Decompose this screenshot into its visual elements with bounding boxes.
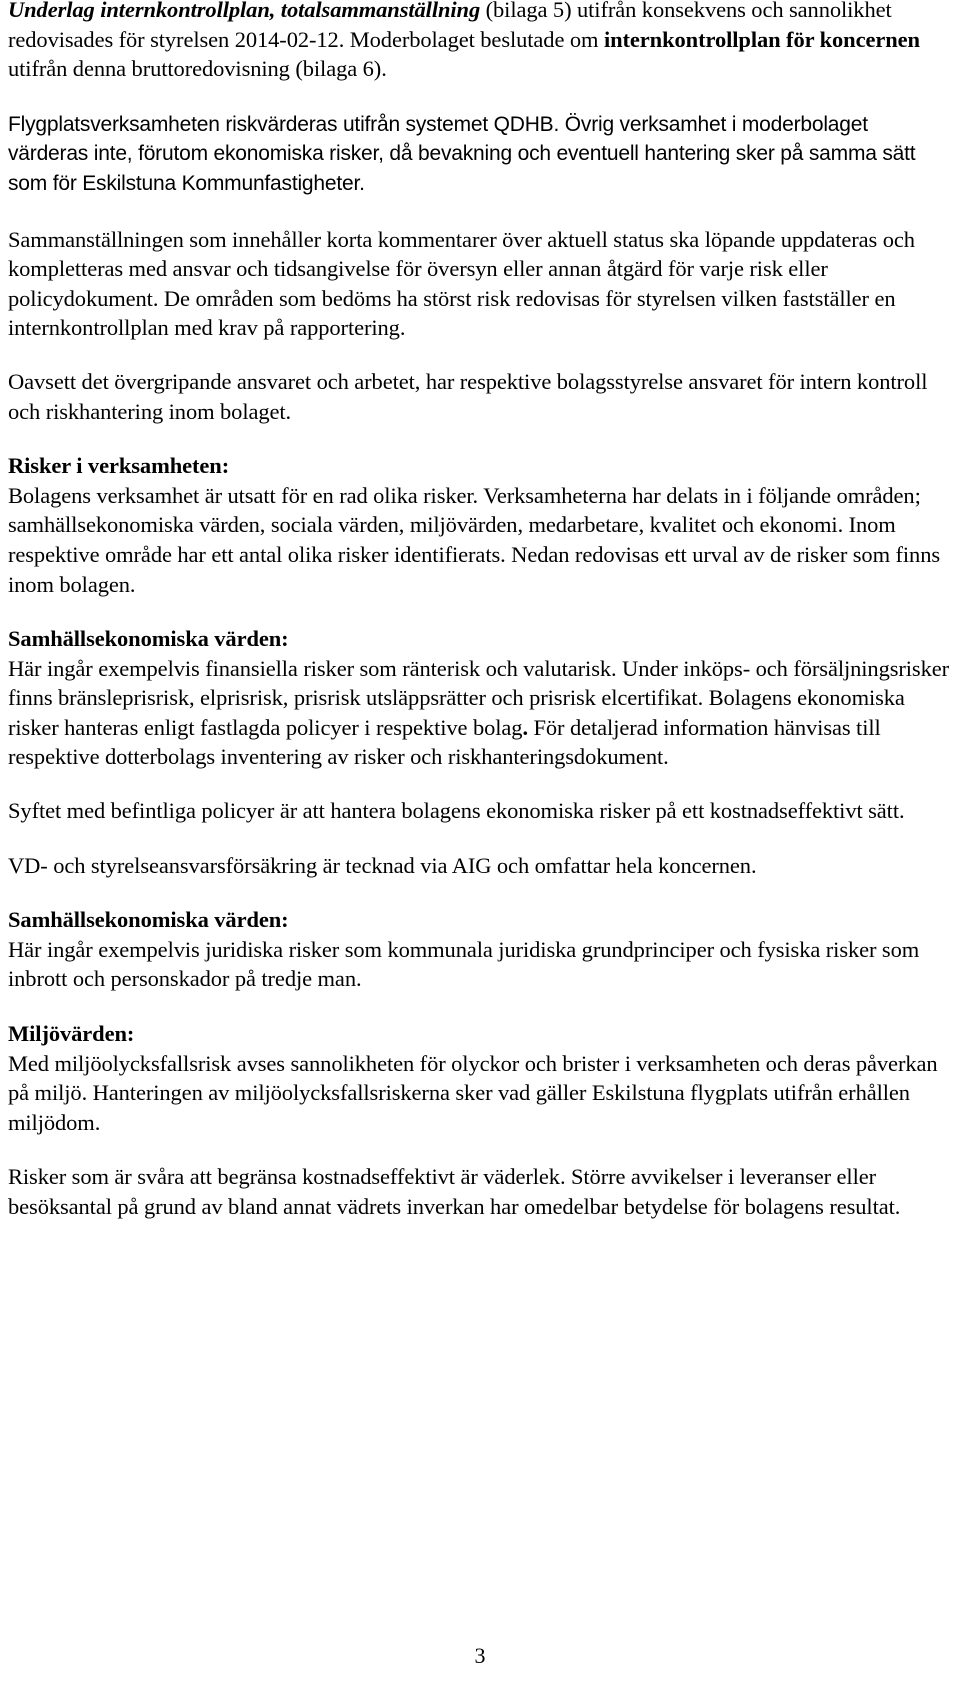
heading-miljovarden: Miljövärden: bbox=[8, 1021, 135, 1047]
text-segment: Här ingår exempelvis finansiella risker som ränterisk och valutarisk. Under inköps- och försäljningsrisker finns bränsleprisrisk, elprisrisk, prisrisk utsläppsrätter och prisrisk elcertifikat. Bolagens ekonomiska risker hanteras enligt fastlagda policyer i respektive bolag bbox=[8, 655, 950, 740]
page-number: 3 bbox=[474, 1643, 486, 1668]
paragraph-syftet: Syftet med befintliga policyer är att hantera bolagens ekonomiska risker på ett kostnadseffektivt sätt. bbox=[8, 798, 905, 824]
paragraph-internkontrollplan bbox=[8, 0, 952, 84]
paragraph-finansiella-risker bbox=[8, 654, 952, 772]
emphasis-internkontrollplan: internkontrollplan för koncernen bbox=[603, 26, 920, 52]
heading-samhallsekonomiska-varden-2: Samhällsekonomiska värden: bbox=[8, 907, 289, 933]
text-segment: . bbox=[522, 714, 528, 740]
text-segment: För detaljerad information hänvisas till respektive dotterbolags inventering av risker och riskhanteringsdokument. bbox=[8, 714, 881, 770]
paragraph-bolagens-verksamhet: Bolagens verksamhet är utsatt för en rad olika risker. Verksamheterna har delats in i följande områden; samhällsekonomiska värden, sociala värden, miljövärden, medarbetare, kvalitet och ekonomi. Inom respektive område har ett antal olika risker identifierats. Nedan redovisas ett urval av de risker som finns inom bolagen. bbox=[8, 482, 941, 597]
paragraph-flygplats: Flygplatsverksamheten riskvärderas utifrån systemet QDHB. Övrig verksamhet i moderbolaget värderas inte, förutom ekonomiska risker, då bevakning och eventuell hantering sker på samma sätt som för Eskilstuna Kommunfastigheter. bbox=[8, 112, 916, 195]
paragraph-vd-forsakring: VD- och styrelseansvarsförsäkring är tecknad via AIG och omfattar hela koncernen. bbox=[8, 852, 757, 878]
text-segment: (bilaga 5) utifrån konsekvens och sannolikhet redovisades för styrelsen 2014-02-12. Moderbolaget beslutade om bbox=[8, 0, 892, 52]
paragraph-juridiska-risker: Här ingår exempelvis juridiska risker som kommunala juridiska grundprinciper och fysiska risker som inbrott och personskador på tredje man. bbox=[8, 936, 920, 992]
paragraph-sammanstallning: Sammanställningen som innehåller korta kommentarer över aktuell status ska löpande uppdateras och kompletteras med ansvar och tidsangivelse för översyn eller annan åtgärd för varje risk eller policydokument. De områden som bedöms ha störst risk redovisas för styrelsen vilken fastställer en internkontrollplan med krav på rapportering. bbox=[8, 226, 915, 341]
document-body bbox=[8, 0, 952, 1222]
heading-samhallsekonomiska-varden: Samhällsekonomiska värden: bbox=[8, 626, 289, 652]
paragraph-miljoolycksfallsrisk: Med miljöolycksfallsrisk avses sannolikheten för olyckor och brister i verksamheten och deras påverkan på miljö. Hanteringen av miljöolycksfallsriskerna sker vad gäller Eskilstuna flygplats utifrån erhållen miljödom. bbox=[8, 1050, 938, 1135]
emphasis-underlag: Underlag internkontrollplan, totalsammanställning bbox=[8, 0, 481, 22]
paragraph-vaderlek: Risker som är svåra att begränsa kostnadseffektivt är väderlek. Större avvikelser i leveranser eller besöksantal på grund av bland annat vädrets inverkan har omedelbar betydelse för bolagens resultat. bbox=[8, 1164, 901, 1219]
text-segment: utifrån denna bruttoredovisning (bilaga 6). bbox=[8, 56, 387, 82]
paragraph-oavsett: Oavsett det övergripande ansvaret och arbetet, har respektive bolagsstyrelse ansvaret för intern kontroll och riskhantering inom bolaget. bbox=[8, 368, 928, 424]
heading-risker-i-verksamheten: Risker i verksamheten: bbox=[8, 453, 230, 479]
